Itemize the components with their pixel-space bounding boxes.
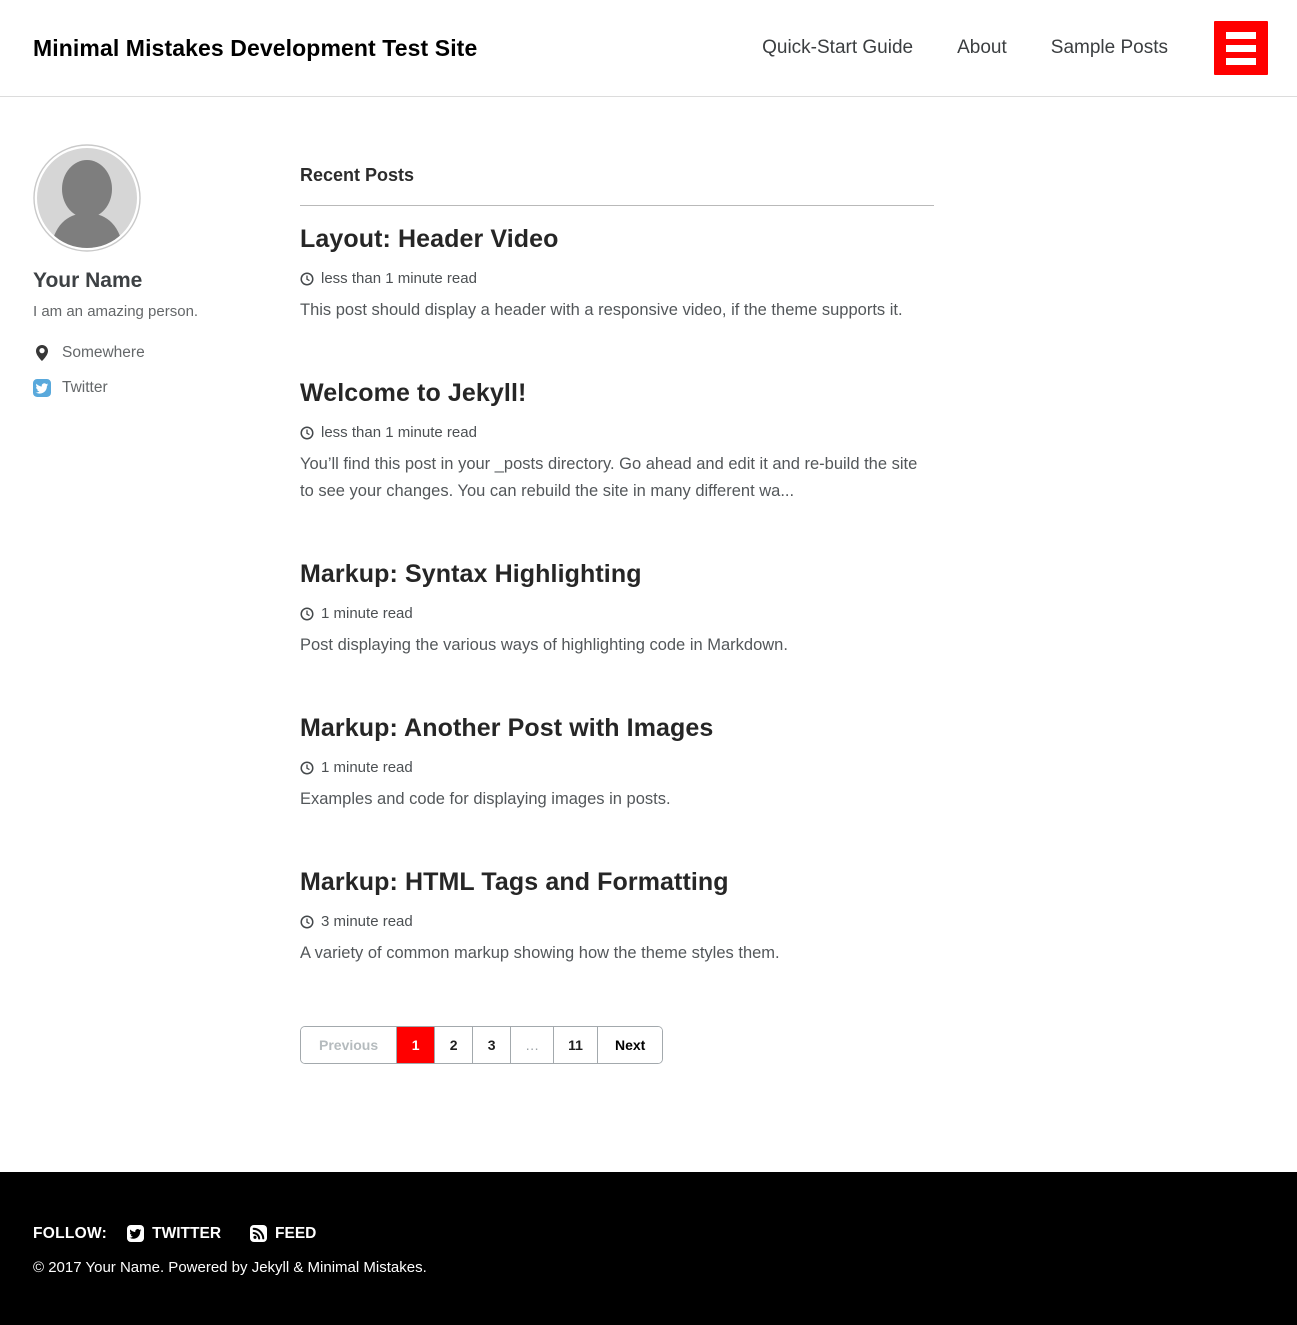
clock-icon xyxy=(300,426,314,440)
post-meta xyxy=(300,269,934,289)
author-twitter-label: Twitter xyxy=(62,379,108,396)
author-name: Your Name xyxy=(33,269,143,292)
post-entry xyxy=(300,867,934,967)
map-marker-icon xyxy=(33,345,51,361)
post-title-link[interactable]: Markup: HTML Tags and Formatting xyxy=(300,867,729,896)
primary-nav xyxy=(718,37,1168,59)
recent-posts-heading: Recent Posts xyxy=(300,165,934,206)
read-time: less than 1 minute read xyxy=(321,270,477,288)
clock-icon xyxy=(300,607,314,621)
post-entry xyxy=(300,224,934,324)
pagination-previous[interactable]: Previous xyxy=(301,1027,396,1063)
rss-icon xyxy=(250,1225,267,1242)
jekyll-link[interactable]: Jekyll xyxy=(251,1258,290,1276)
author-bio: I am an amazing person. xyxy=(33,303,199,320)
clock-icon xyxy=(300,761,314,775)
pagination-page-1[interactable]: 1 xyxy=(397,1027,434,1063)
menu-button[interactable] xyxy=(1214,21,1268,75)
pagination-page-11[interactable]: 11 xyxy=(554,1027,597,1063)
post-meta xyxy=(300,758,934,778)
footer-feed-link[interactable] xyxy=(250,1225,316,1243)
post-excerpt: Examples and code for displaying images in posts. xyxy=(300,789,671,808)
pagination-next[interactable]: Next xyxy=(598,1027,662,1063)
post-title-link[interactable]: Markup: Syntax Highlighting xyxy=(300,559,642,588)
post-entry xyxy=(300,713,934,813)
author-location xyxy=(33,344,280,362)
author-sidebar xyxy=(0,97,300,414)
copyright-suffix: . xyxy=(422,1258,427,1276)
masthead-inner xyxy=(0,0,1297,96)
post-meta xyxy=(300,604,934,624)
read-time: 1 minute read xyxy=(321,605,413,623)
post-meta xyxy=(300,912,934,932)
site-footer xyxy=(0,1172,1297,1325)
read-time: less than 1 minute read xyxy=(321,424,477,442)
nav-quick-start-guide[interactable]: Quick-Start Guide xyxy=(762,37,914,58)
post-title-link[interactable]: Markup: Another Post with Images xyxy=(300,713,714,742)
follow-label: FOLLOW: xyxy=(33,1224,108,1242)
pagination-page-3[interactable]: 3 xyxy=(473,1027,510,1063)
read-time: 3 minute read xyxy=(321,913,413,931)
copyright xyxy=(33,1259,1264,1276)
minimal-mistakes-link[interactable]: Minimal Mistakes xyxy=(307,1258,423,1276)
follow-row xyxy=(33,1225,1264,1243)
copyright-separator: & xyxy=(289,1258,308,1276)
footer-twitter-label: TWITTER xyxy=(152,1224,222,1242)
post-excerpt: Post displaying the various ways of highlighting code in Markdown. xyxy=(300,635,788,654)
pagination-ellipsis: … xyxy=(511,1027,553,1063)
content-layout xyxy=(0,97,1297,1172)
copyright-prefix: © 2017 Your Name. Powered by xyxy=(33,1258,252,1276)
avatar xyxy=(33,144,141,252)
nav-about[interactable]: About xyxy=(957,37,1007,58)
pagination xyxy=(300,1026,934,1064)
avatar-silhouette-icon xyxy=(33,144,141,252)
clock-icon xyxy=(300,272,314,286)
clock-icon xyxy=(300,915,314,929)
author-location-label: Somewhere xyxy=(62,344,145,361)
author-twitter[interactable] xyxy=(33,379,280,397)
twitter-icon xyxy=(33,379,51,397)
author-links xyxy=(33,344,280,397)
post-excerpt: This post should display a header with a responsive video, if the theme supports it. xyxy=(300,300,903,319)
masthead xyxy=(0,0,1297,97)
post-excerpt: A variety of common markup showing how the theme styles them. xyxy=(300,943,780,962)
post-excerpt: You’ll find this post in your _posts directory. Go ahead and edit it and re-build the site to see your changes. You can rebuild the site in many different wa... xyxy=(300,454,918,500)
main-content xyxy=(300,97,934,1172)
nav-sample-posts[interactable]: Sample Posts xyxy=(1050,37,1168,58)
post-title-link[interactable]: Welcome to Jekyll! xyxy=(300,378,527,407)
pagination-page-2[interactable]: 2 xyxy=(435,1027,472,1063)
site-title[interactable]: Minimal Mistakes Development Test Site xyxy=(33,34,478,61)
post-entry xyxy=(300,559,934,659)
post-title-link[interactable]: Layout: Header Video xyxy=(300,224,559,253)
footer-feed-label: FEED xyxy=(275,1224,317,1242)
post-meta xyxy=(300,423,934,443)
read-time: 1 minute read xyxy=(321,759,413,777)
post-entry xyxy=(300,378,934,505)
footer-twitter-link[interactable] xyxy=(127,1225,221,1243)
twitter-icon xyxy=(127,1225,144,1242)
